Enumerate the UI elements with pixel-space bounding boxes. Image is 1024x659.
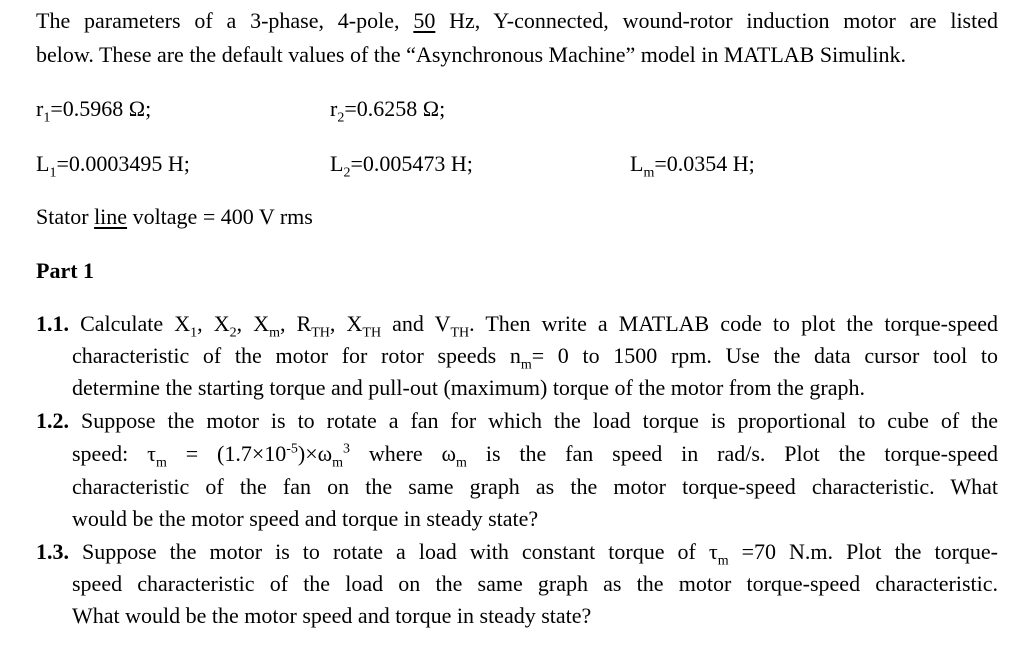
item-1-1-line-1: 1.1. Calculate $X_1$, $X_2$, $X_m$, $R_{TH}$, $X_{TH}$ and $V_{TH}$. Then write a MATLAB code to plot the torque-speed xyxy=(36,311,999,341)
item-1-1-number: 1.1. xyxy=(36,311,69,336)
intro-line-1-text: The parameters of a 3-phase, 4-pole, 50 Hz, Y-connected, wound-rotor induction motor are listed xyxy=(36,8,998,33)
item-1-2-line-3: characteristic of the fan on the same graph as the motor torque-speed characteristic. What xyxy=(72,474,998,499)
item-1-2-line-4: would be the motor speed and torque in steady state? xyxy=(72,506,539,531)
param-r1: $r_1=0.5968$ Ω; xyxy=(36,96,152,126)
stator-voltage: Stator line voltage = 400 V rms xyxy=(36,204,313,229)
frequency-value: 50 xyxy=(413,8,436,33)
intro-line-1 xyxy=(36,6,998,36)
param-L2: $L_2=0.005473$ H; xyxy=(330,151,473,181)
item-1-3-line-2: speed characteristic of the load on the same graph as the motor torque-speed characteristic. xyxy=(72,571,998,596)
item-1-3-line-3: What would be the motor speed and torque in steady state? xyxy=(72,603,592,628)
part-heading: Part 1 xyxy=(36,258,95,283)
item-1-2-line-1: 1.2. Suppose the motor is to rotate a fan for which the load torque is proportional to cube of the xyxy=(36,408,998,433)
item-1-1-line-2: characteristic of the motor for rotor speeds $n_m= 0$ to 1500 rpm. Use the data cursor tool to xyxy=(72,343,998,373)
param-Lm: $L_m=0.0354$ H; xyxy=(630,151,755,181)
param-L1: $L_1=0.0003495$ H; xyxy=(36,151,190,181)
item-1-3-line-1: 1.3. Suppose the motor is to rotate a load with constant torque of $\tau_m =70$ N.m. Plot the torque- xyxy=(36,539,998,569)
item-1-1-line-3: determine the starting torque and pull-out (maximum) torque of the motor from the graph. xyxy=(72,375,866,400)
item-1-2-number: 1.2. xyxy=(36,408,69,433)
param-r2: $r_2=0.6258$ Ω; xyxy=(330,96,446,126)
item-1-2-line-2: speed: $\tau_m = (1.7\times 10^{-5})\times\omega_m^3$ where $\omega_m$ is the fan speed in rad/s. Plot the torque-speed xyxy=(72,441,998,471)
item-1-3-number: 1.3. xyxy=(36,539,69,564)
intro-line-2: below. These are the default values of the “Asynchronous Machine” model in MATLAB Simulink. xyxy=(36,42,907,67)
